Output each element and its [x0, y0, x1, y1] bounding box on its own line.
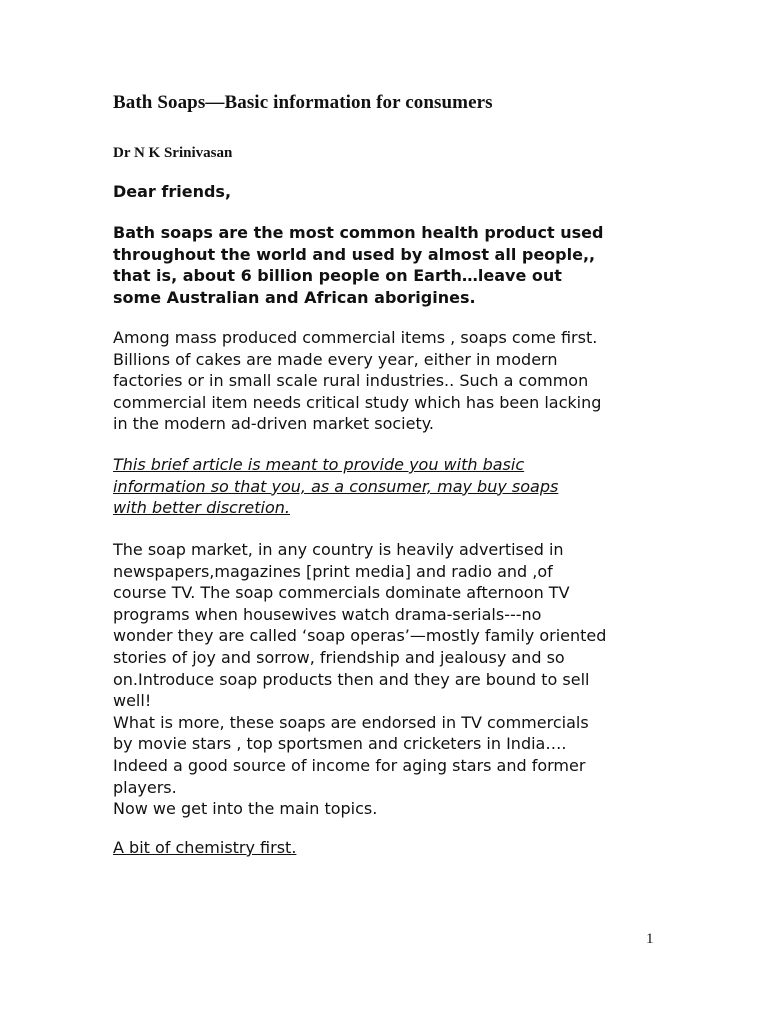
paragraph-line: stories of joy and sorrow, friendship and jealousy and so — [113, 647, 565, 667]
paragraph-line: on.Introduce soap products then and they are bound to sell — [113, 669, 590, 689]
paragraph-line: Indeed a good source of income for aging stars and former — [113, 755, 586, 775]
paragraph-line: Bath soaps are the most common health product used — [113, 223, 604, 242]
paragraph-line: well! — [113, 691, 152, 711]
paragraph-line: Billions of cakes are made every year, either in modern — [113, 349, 558, 369]
paragraph-line: with better discretion. — [113, 498, 290, 518]
paragraph-line: Now we get into the main topics. — [113, 799, 378, 819]
paragraph-line: The soap market, in any country is heavily advertised in — [113, 540, 564, 559]
paragraph-line: that is, about 6 billion people on Earth…leave out — [113, 266, 562, 286]
paragraph-line: information so that you, as a consumer, may buy soaps — [113, 476, 559, 496]
paragraph-line: programs when housewives watch drama-serials---no — [113, 604, 542, 624]
paragraph-line: This brief article is meant to provide you with basic — [113, 455, 525, 474]
paragraph-line: What is more, these soaps are endorsed in TV commercials — [113, 712, 589, 732]
paragraph-line: wonder they are called ‘soap operas’—mostly family oriented — [113, 626, 607, 646]
paragraph-line: newspapers,magazines [print media] and radio and ,of — [113, 561, 553, 581]
paragraph-line: commercial item needs critical study which has been lacking — [113, 392, 602, 412]
paragraph-line: factories or in small scale rural industries.. Such a common — [113, 371, 589, 391]
mass-production-paragraph — [113, 327, 673, 435]
paragraph-line: by movie stars , top sportsmen and cricketers in India…. — [113, 734, 567, 754]
paragraph-line: some Australian and African aborigines. — [113, 287, 476, 307]
paragraph-line: course TV. The soap commercials dominate afternoon TV — [113, 583, 570, 603]
paragraph-line: throughout the world and used by almost all people,, — [113, 244, 596, 264]
paragraph-line: in the modern ad-driven market society. — [113, 414, 434, 434]
greeting: Dear friends, — [113, 182, 232, 201]
author-name: Dr N K Srinivasan — [113, 145, 233, 161]
advertising-paragraph — [113, 539, 673, 820]
document-title: Bath Soaps—Basic information for consumers — [113, 92, 493, 113]
section-heading: A bit of chemistry first. — [113, 838, 297, 857]
page-number: 1 — [646, 931, 654, 947]
paragraph-line: Among mass produced commercial items , soaps come first. — [113, 328, 598, 347]
purpose-paragraph — [113, 454, 673, 519]
paragraph-line: players. — [113, 777, 177, 797]
intro-paragraph — [113, 222, 673, 308]
